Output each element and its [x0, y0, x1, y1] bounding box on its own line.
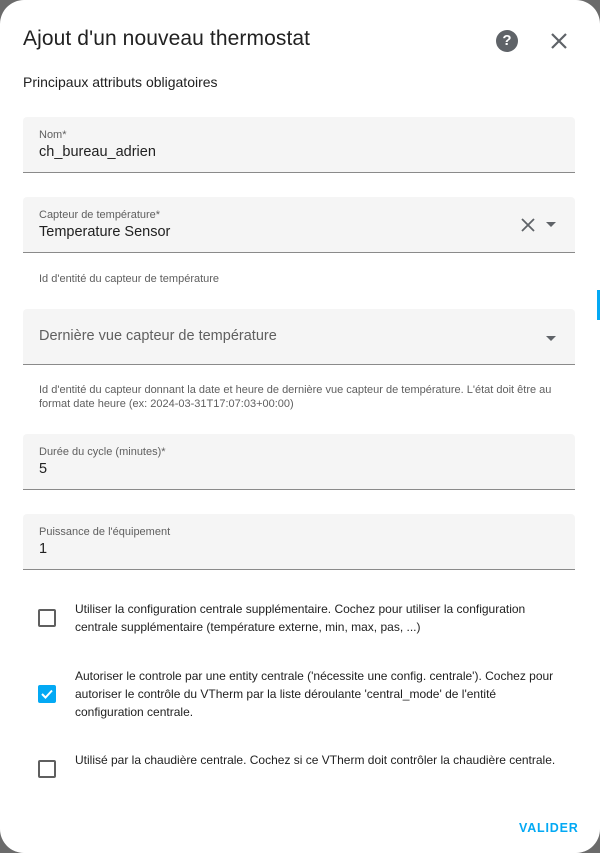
temperature-sensor-select[interactable]: [23, 197, 575, 253]
central-boiler-option-text: Utilisé par la chaudière centrale. Cochez si ce VTherm doit contrôler la chaudière centrale.: [75, 753, 556, 767]
last-seen-sensor-select[interactable]: [23, 309, 575, 365]
dialog-subtitle: Principaux attributs obligatoires: [23, 74, 218, 90]
dialog-title: Ajout d'un nouveau thermostat: [23, 27, 311, 50]
equipment-power-value[interactable]: 1: [39, 541, 48, 557]
equipment-power-label: Puissance de l'équipement: [39, 526, 171, 538]
name-field[interactable]: [23, 117, 575, 173]
check-icon: [40, 687, 54, 701]
central-config-option-text: Utiliser la configuration centrale supplémentaire. Cochez pour utiliser la configuration centrale supplémentaire (température externe, min, max, pas, ...): [75, 602, 526, 634]
last-seen-sensor-helper: Id d'entité du capteur donnant la date et heure de dernière vue capteur de température. L'état doit être au format date heure (ex: 2024-03-31T17:07:03+00:00): [39, 384, 552, 410]
central-boiler-checkbox[interactable]: [38, 760, 56, 778]
cycle-duration-field[interactable]: [23, 434, 575, 490]
name-field-label: Nom*: [39, 129, 67, 141]
chevron-down-icon[interactable]: [546, 222, 556, 227]
clear-x-icon[interactable]: [520, 217, 536, 233]
last-seen-sensor-placeholder: Dernière vue capteur de température: [39, 328, 277, 344]
validate-button[interactable]: VALIDER: [519, 821, 579, 835]
cycle-duration-value[interactable]: 5: [39, 461, 48, 477]
temperature-sensor-helper: Id d'entité du capteur de température: [39, 273, 220, 285]
help-icon[interactable]: ?: [496, 30, 518, 52]
temperature-sensor-label: Capteur de température*: [39, 209, 161, 221]
temperature-sensor-value[interactable]: Temperature Sensor: [39, 224, 171, 240]
close-icon[interactable]: [547, 29, 571, 53]
name-field-value[interactable]: ch_bureau_adrien: [39, 144, 156, 160]
central-mode-checkbox[interactable]: [38, 685, 56, 703]
cycle-duration-label: Durée du cycle (minutes)*: [39, 446, 166, 458]
central-mode-option-text: Autoriser le controle par une entity centrale ('nécessite une config. centrale'). Cochez pour autoriser le contrôle du VTherm par la liste déroulante 'central_mode' de l'entité configuration centrale.: [75, 669, 554, 719]
central-config-checkbox[interactable]: [38, 609, 56, 627]
chevron-down-icon[interactable]: [546, 336, 556, 341]
equipment-power-field[interactable]: [23, 514, 575, 570]
